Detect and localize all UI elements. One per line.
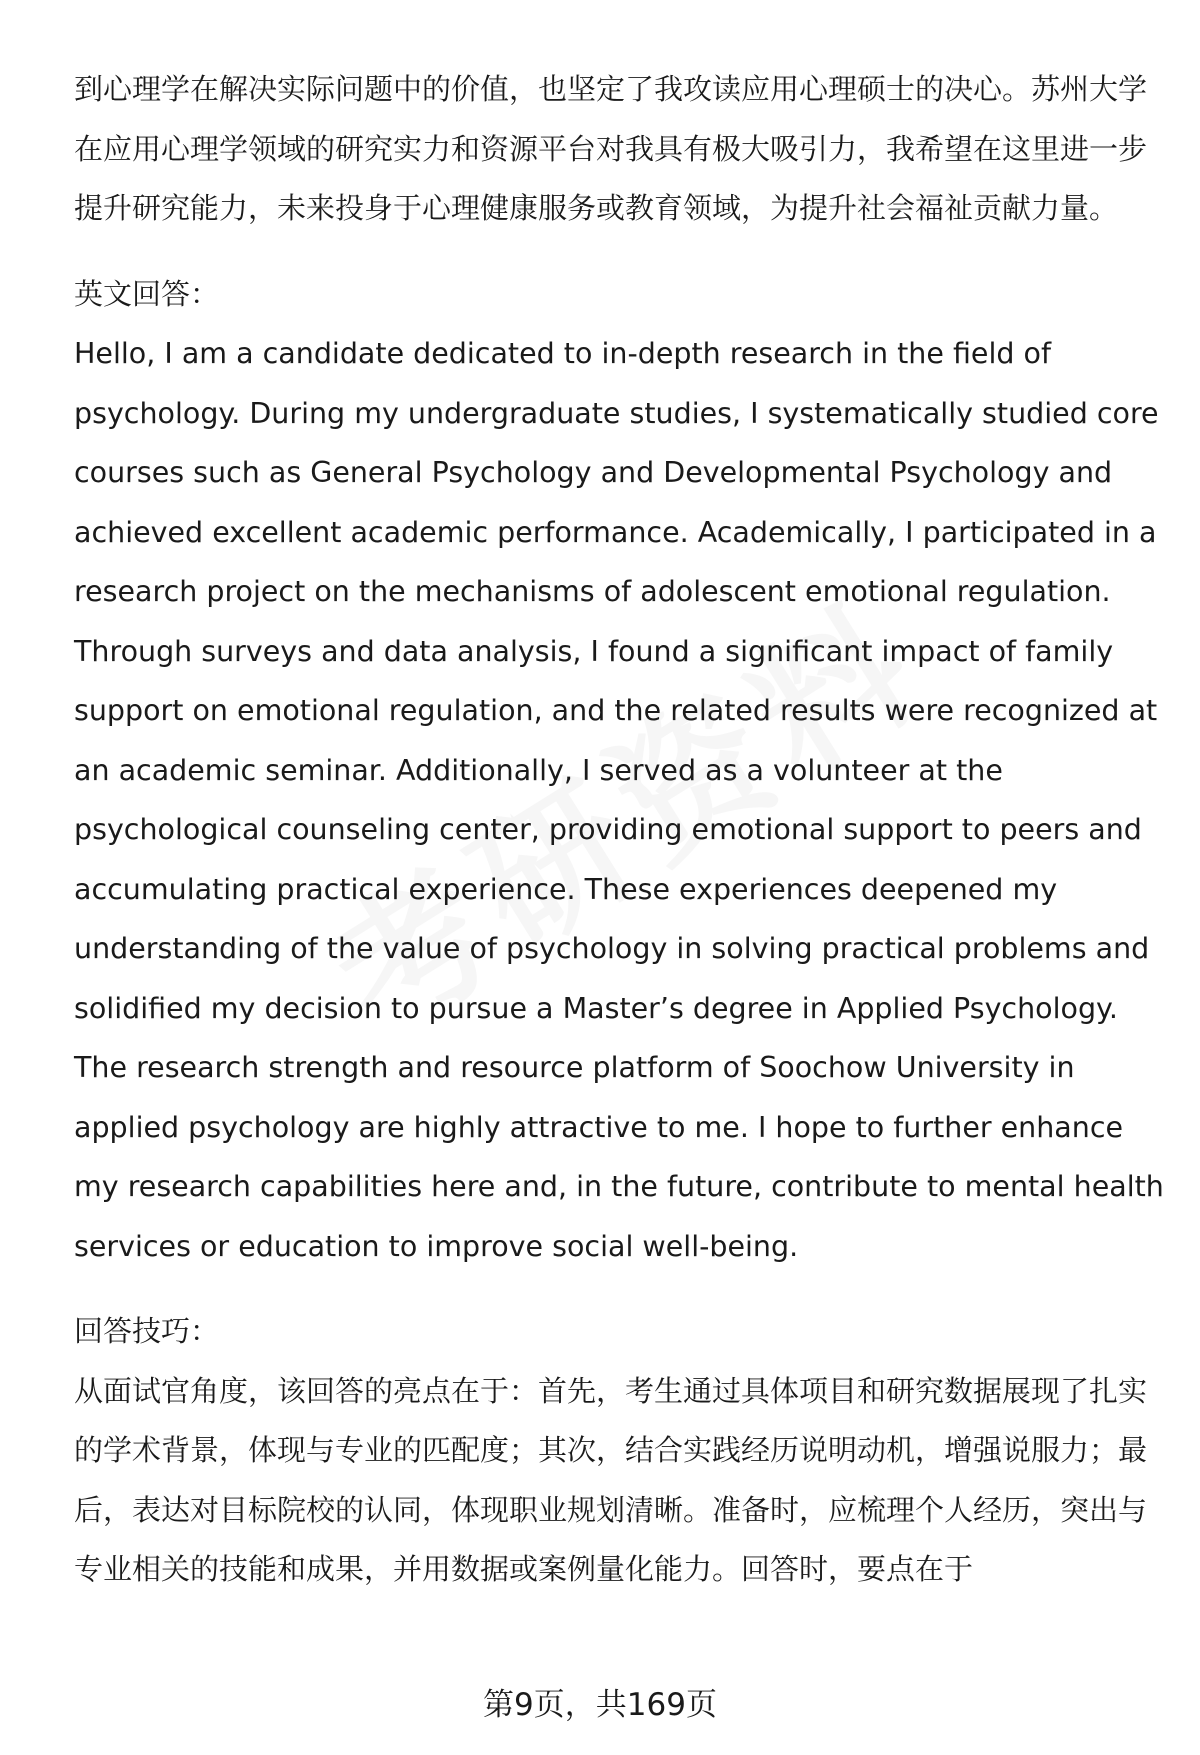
page-number: 第9页，共169页 — [483, 1687, 717, 1723]
english-answer-paragraph: Hello, I am a candidate dedicated to in-depth research in the field of psychology. During my undergraduate studies, I systematically studied core courses such as General Psychology and Developmental Psychology and achieved excellent academic performance. Academically, I participated in a research project on the mechanisms of adolescent emotional regulation. Through surveys and data analysis, I found a significant impact of family support on emotional regulation, and the related results were recognized at an academic seminar. Additionally, I served as a volunteer at the psychological counseling center, providing emotional support to peers and accumulating practical experience. These experiences deepened my understanding of the value of psychology in solving practical problems and solidified my decision to pursue a Master’s degree in Applied Psychology. The research strength and resource platform of Soochow University in applied psychology are highly attractive to me. I hope to further enhance my research capabilities here and, in the future, contribute to mental health services or education to improve social well-being. — [74, 337, 1164, 1263]
intro-paragraph: 到心理学在解决实际问题中的价值，也坚定了我攻读应用心理硕士的决心。苏州大学在应用心理学领域的研究实力和资源平台对我具有极大吸引力，我希望在这里进一步提升研究能力，未来投身于心理健康服务或教育领域，为提升社会福祉贡献力量。 — [74, 72, 1148, 225]
tips-paragraph: 从面试官角度，该回答的亮点在于：首先，考生通过具体项目和研究数据展现了扎实的学术背景，体现与专业的匹配度；其次，结合实践经历说明动机，增强说服力；最后，表达对目标院校的认同，体现职业规划清晰。准备时，应梳理个人经历，突出与专业相关的技能和成果，并用数据或案例量化能力。回答时，要点在于 — [74, 1373, 1148, 1586]
english-answer-heading: 英文回答： — [74, 276, 220, 311]
document-body — [74, 60, 1164, 1600]
tips-heading: 回答技巧： — [74, 1314, 220, 1348]
